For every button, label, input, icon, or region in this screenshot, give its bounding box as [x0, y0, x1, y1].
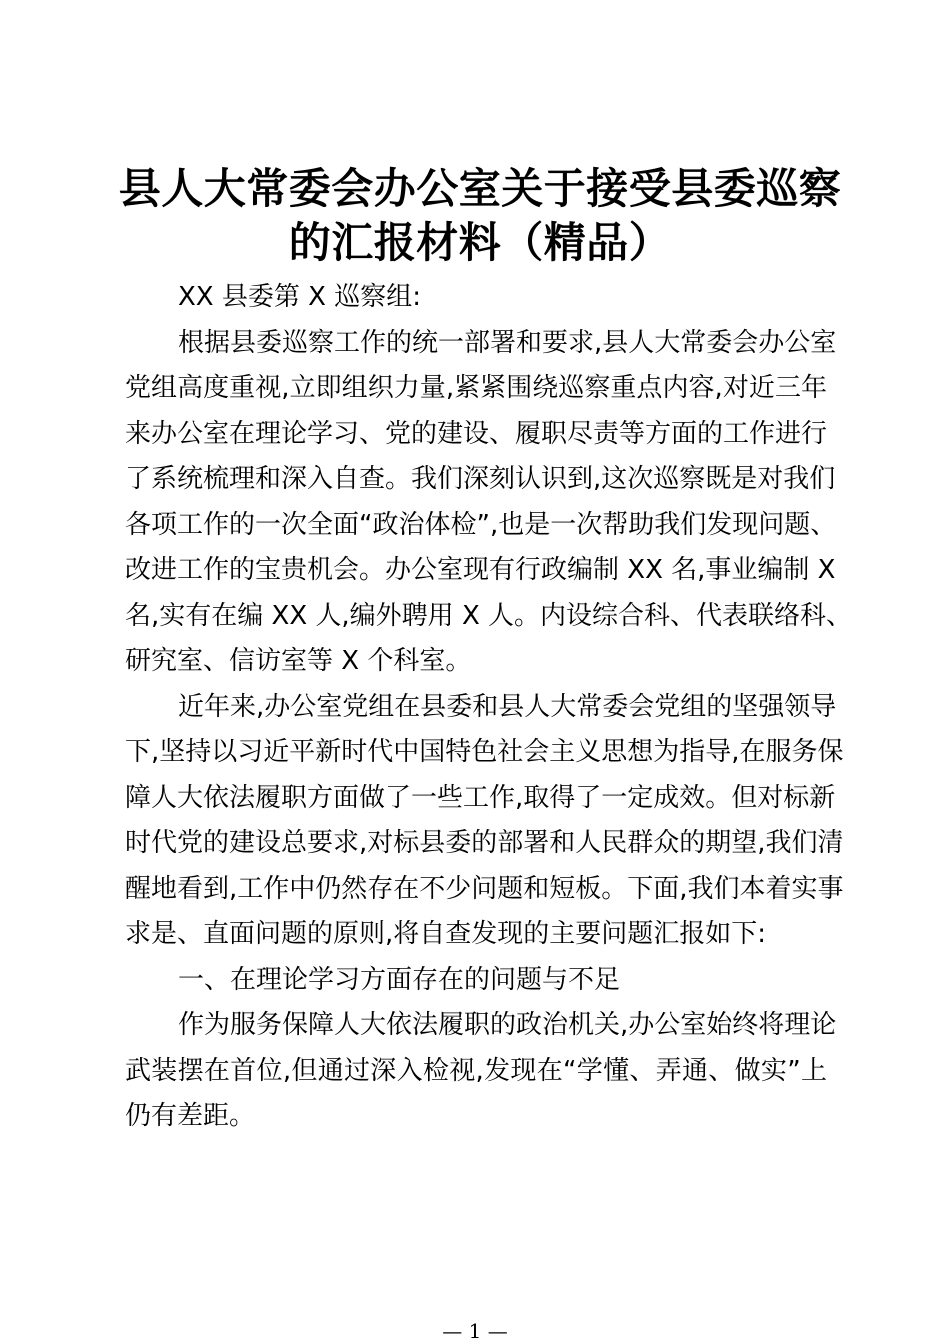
- text-line: 求是、直面问题的原则,将自查发现的主要问题汇报如下:: [125, 919, 767, 949]
- text-line: 仍有差距。: [125, 1101, 256, 1131]
- text-line: 来办公室在理论学习、党的建设、履职尽责等方面的工作进行: [125, 418, 828, 449]
- section-heading-1: [125, 958, 827, 1004]
- text-line: 下,坚持以习近平新时代中国特色社会主义思想为指导,在服务保: [125, 737, 844, 767]
- salutation: [125, 275, 827, 321]
- text-line: 时代党的建设总要求,对标县委的部署和人民群众的期望,我们清: [125, 828, 844, 858]
- text-line: 党组高度重视,立即组织力量,紧紧围绕巡察重点内容,对近三年: [125, 373, 827, 403]
- paragraph-2: [125, 685, 844, 958]
- text-line: 根据县委巡察工作的统一部署和要求,县人大常委会办公室: [178, 327, 837, 358]
- document-title-line: 县人大常委会办公室关于接受县委巡察: [118, 164, 842, 213]
- text-line: 名,实有在编 XX 人,编外聘用 X 人。内设综合科、代表联络科、: [125, 600, 853, 631]
- text-line: 研究室、信访室等 X 个科室。: [125, 646, 472, 676]
- text-line: 武装摆在首位,但通过深入检视,发现在“学懂、弄通、做实”上: [125, 1055, 827, 1086]
- text-line: 改进工作的宝贵机会。办公室现有行政编制 XX 名,事业编制 X: [125, 555, 836, 585]
- page-number: — 1 —: [442, 1319, 508, 1343]
- text-line: 醒地看到,工作中仍然存在不少问题和短板。下面,我们本着实事: [125, 873, 844, 904]
- text-line: XX 县委第 X 巡察组:: [178, 282, 421, 312]
- document-title-line: 的汇报材料（精品）: [288, 218, 672, 267]
- document-title: [100, 162, 860, 270]
- document-body: [125, 275, 853, 1140]
- text-line: 障人大依法履职方面做了一些工作,取得了一定成效。但对标新: [125, 782, 836, 813]
- paragraph-3: [125, 1003, 837, 1140]
- paragraph-1: [125, 321, 853, 685]
- text-line: 作为服务保障人大依法履职的政治机关,办公室始终将理论: [178, 1010, 837, 1040]
- text-line: 了系统梳理和深入自查。我们深刻认识到,这次巡察既是对我们: [125, 464, 836, 494]
- text-line: 近年来,办公室党组在县委和县人大常委会党组的坚强领导: [178, 691, 837, 722]
- text-line: 各项工作的一次全面“政治体检”,也是一次帮助我们发现问题、: [125, 509, 837, 540]
- text-line: 一、在理论学习方面存在的问题与不足: [178, 964, 621, 995]
